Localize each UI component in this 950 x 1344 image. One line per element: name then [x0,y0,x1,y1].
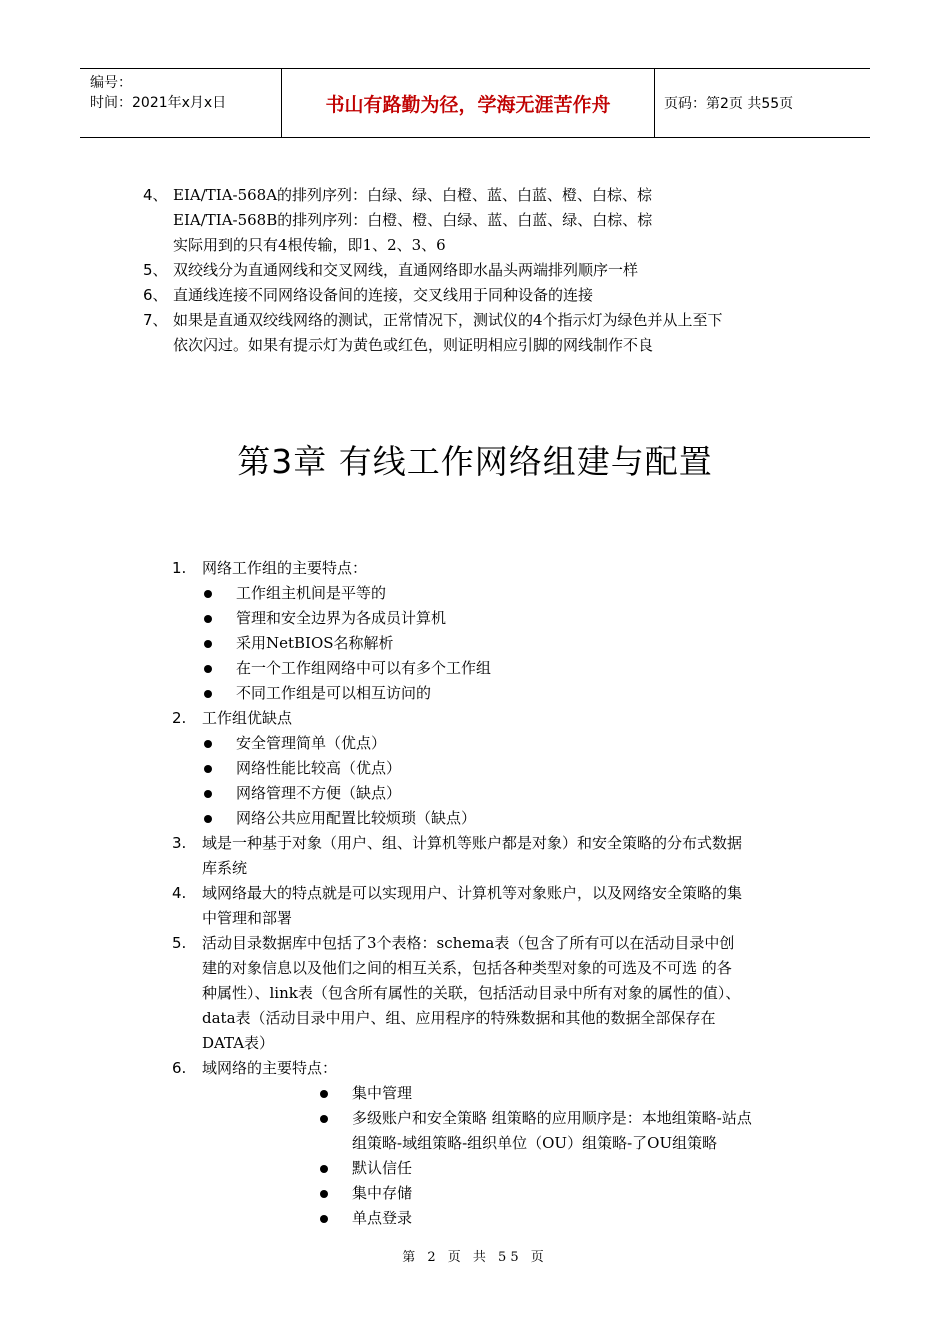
bullet-icon [320,1190,328,1198]
list-item-text: 工作组优缺点 [202,709,293,727]
header-divider [654,69,655,137]
header-page-info: 页码：第2页 共55页 [664,96,794,112]
list-item-text: 域是一种基于对象（用户、组、计算机等账户都是对象）和安全策略的分布式数据 [202,834,743,852]
list-marker: 6、 [143,286,168,304]
bullet-item-text: 不同工作组是可以相互访问的 [236,684,432,702]
list-marker: 7、 [143,311,168,329]
chapter-title: 第3章 有线工作网络组建与配置 [237,442,713,481]
bullet-icon [204,815,212,823]
bullet-icon [204,665,212,673]
bullet-icon [204,790,212,798]
bullet-icon [204,640,212,648]
page-header [80,68,870,138]
list-item-text: data表（活动目录中用户、组、应用程序的特殊数据和其他的数据全部保存在 [202,1009,716,1027]
bullet-item-text: 集中管理 [352,1084,413,1102]
bullet-icon [204,690,212,698]
list-item-text: 依次闪过。如果有提示灯为黄色或红色，则证明相应引脚的网线制作不良 [173,336,654,354]
bullet-item-text: 多级账户和安全策略 组策略的应用顺序是：本地组策略-站点 [352,1109,752,1127]
bullet-item-text: 组策略-域组策略-组织单位（OU）组策略-了OU组策略 [352,1134,718,1152]
document-time-label: 时间：2021年x月x日 [90,95,227,111]
list-marker: 5、 [143,261,168,279]
bullet-icon [320,1115,328,1123]
list-item-text: 种属性）、link表（包含所有属性的关联，包括活动目录中所有对象的属性的值）、 [202,984,741,1002]
bullet-item-text: 集中存储 [352,1184,413,1202]
bullet-item-text: 在一个工作组网络中可以有多个工作组 [236,659,492,677]
document-number-label: 编号： [90,75,132,91]
list-item-text: EIA/TIA-568A的排列序列：白绿、绿、白橙、蓝、白蓝、橙、白棕、棕 [173,186,653,204]
bullet-item-text: 工作组主机间是平等的 [236,584,387,602]
list-item-text: 域网络最大的特点就是可以实现用户、计算机等对象账户，以及网络安全策略的集 [202,884,743,902]
list-item-text: 域网络的主要特点： [202,1059,338,1077]
page-footer: 第 2 页 共 55 页 [402,1250,548,1265]
list-item-text: EIA/TIA-568B的排列序列：白橙、橙、白绿、蓝、白蓝、绿、白棕、棕 [173,211,653,229]
list-item-text: 双绞线分为直通网线和交叉网线，直通网络即水晶头两端排列顺序一样 [173,261,639,279]
bullet-item-text: 网络性能比较高（优点） [236,759,402,777]
bullet-icon [320,1090,328,1098]
list-item-text: 实际用到的只有4根传输，即1、2、3、6 [173,236,446,254]
bullet-item-text: 安全管理简单（优点） [236,734,387,752]
header-motto: 书山有路勤为径，学海无涯苦作舟 [325,93,611,116]
bullet-item-text: 采用NetBIOS名称解析 [236,634,394,652]
list-number: 2. [172,709,187,727]
bullet-icon [204,740,212,748]
list-item-text: 建的对象信息以及他们之间的相互关系，包括各种类型对象的可选及不可选 的各 [202,959,732,977]
bullet-icon [204,615,212,623]
bullet-item-text: 网络公共应用配置比较烦琐（缺点） [236,809,477,827]
list-item-text: 直通线连接不同网络设备间的连接，交叉线用于同种设备的连接 [173,286,594,304]
list-item-text: DATA表） [202,1034,275,1052]
list-item-text: 库系统 [202,859,248,877]
list-item-text: 活动目录数据库中包括了3个表格：schema表（包含了所有可以在活动目录中创 [202,934,735,952]
bullet-item-text: 管理和安全边界为各成员计算机 [236,609,447,627]
bullet-item-text: 默认信任 [352,1159,413,1177]
bullet-item-text: 单点登录 [352,1209,413,1227]
list-number: 5. [172,934,187,952]
list-marker: 4、 [143,186,168,204]
list-number: 6. [172,1059,187,1077]
bullet-icon [320,1165,328,1173]
bullet-item-text: 网络管理不方便（缺点） [236,784,402,802]
list-number: 3. [172,834,187,852]
list-item-text: 如果是直通双绞线网络的测试，正常情况下，测试仪的4个指示灯为绿色并从上至下 [173,311,723,329]
list-item-text: 中管理和部署 [202,909,293,927]
list-number: 1. [172,559,187,577]
bullet-icon [204,590,212,598]
bullet-icon [320,1215,328,1223]
list-item-text: 网络工作组的主要特点： [202,559,368,577]
bullet-icon [204,765,212,773]
header-meta [90,73,226,113]
list-number: 4. [172,884,187,902]
